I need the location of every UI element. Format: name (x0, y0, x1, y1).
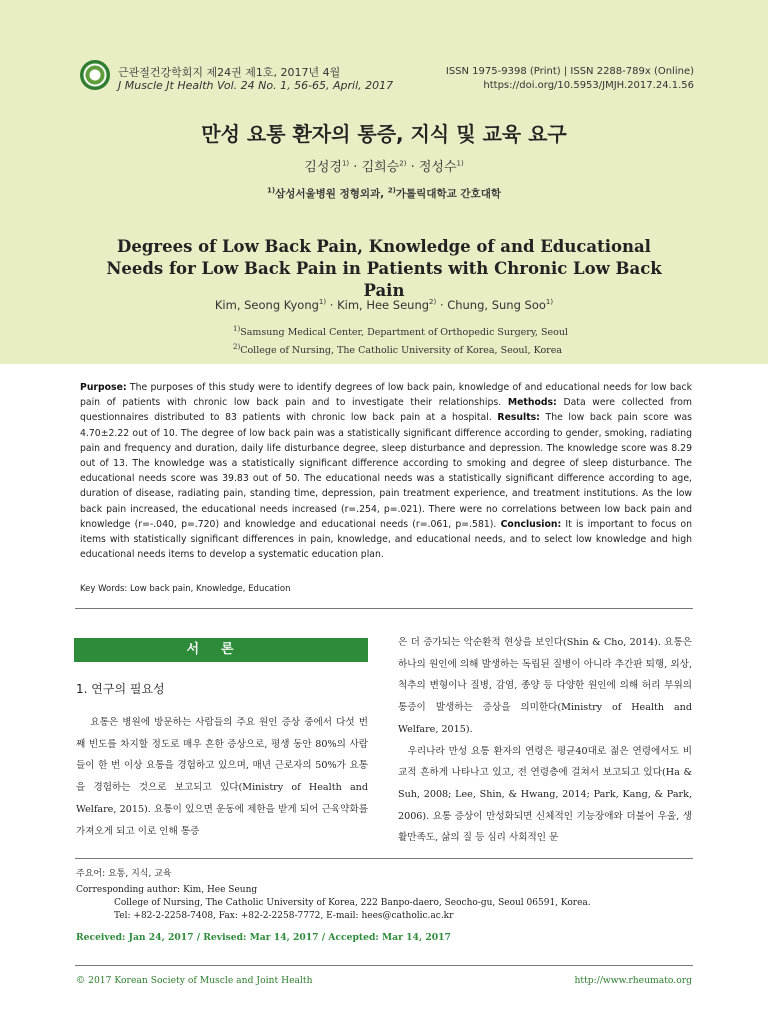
body-paragraph: 우리나라 만성 요통 환자의 연령은 평균40대로 젊은 연령에서도 비교적 흔하게 나타나고 있고, 전 연령층에 걸쳐서 보고되고 있다(Ha & Suh, 2008; Lee, Shin, & Hwang, 2014; Park, Kang, & Park, 2006). 요통 증상이 만성화되면 신체적인 기능장애와 더불어 우울, 생활만족도, 삶의 질 등 심리 사회적인 문 (398, 745, 692, 844)
body-column-right (398, 632, 692, 849)
author-name: Kim, Hee Seung (337, 298, 430, 312)
divider (75, 608, 693, 609)
affil-mark: 2) (399, 159, 407, 168)
abstract-conclusion: It is important to focus on items with statistically significant differences in pain, knowledge, and educational needs, and to select low knowledge and high educational needs items to develop a systematic education plan. (80, 518, 692, 561)
affil-mark: 2) (429, 298, 437, 307)
author-separator: · (349, 160, 362, 175)
author-name: 정성수 (418, 160, 457, 175)
footer-divider (75, 965, 693, 966)
author-separator: · (406, 160, 419, 175)
article-dates: Received: Jan 24, 2017 / Revised: Mar 14, 2017 / Accepted: Mar 14, 2017 (76, 932, 451, 943)
abstract-results-label: Results: (497, 412, 540, 424)
society-url[interactable]: http://www.rheumato.org (574, 975, 692, 986)
affiliation: College of Nursing, The Catholic University of Korea, Seoul, Korea (240, 345, 563, 357)
affil-mark: 1) (456, 159, 464, 168)
author-separator: · (436, 298, 448, 312)
body-paragraph: 요통은 병원에 방문하는 사람들의 주요 원인 증상 중에서 다섯 번째 빈도를 차지할 정도로 매우 흔한 증상으로, 평생 동안 80%의 사람들이 한 번 이상 요통을 경험하고 있으며, 매년 근로자의 50%가 요통을 경험하는 것으로 보고되고 있다(Ministry of Health and Welfare, 2015). 요통이 있으면 운동에 제한을 받게 되어 근육약화를 가져오게 되고 이로 인해 통증 (76, 717, 368, 837)
abstract-methods: Data were collected from questionnaires distributed to 83 patients with chronic low back pain at a hospital. (80, 397, 692, 424)
affil-mark: 1) (318, 298, 327, 307)
corresponding-label: Corresponding author: (76, 885, 181, 895)
corresponding-name: Kim, Hee Seung (180, 885, 258, 895)
section-heading: 서론 (74, 638, 368, 662)
affiliation: 가톨릭대학교 간호대학 (395, 188, 501, 200)
corresponding-address: College of Nursing, The Catholic University of Korea, 222 Banpo-daero, Seocho-gu, Seoul 06591, Korea. (114, 898, 591, 908)
journal-name-en: J Muscle Jt Health Vol. 24 No. 1, 56-65, April, 2017 (118, 79, 394, 92)
abstract-purpose: The purposes of this study were to identify degrees of low back pain, knowledge of and educational needs for low back pain of patients with chronic low back pain and to investigate their relationships. (80, 382, 692, 409)
key-words: Key Words: Low back pain, Knowledge, Education (80, 584, 291, 594)
journal-logo (80, 60, 110, 90)
abstract-methods-label: Methods: (507, 397, 557, 409)
author-name: Chung, Sung Soo (447, 298, 546, 312)
affiliation-line (233, 340, 568, 358)
affiliation: 삼성서울병원 정형외과, (275, 188, 388, 200)
title-en: Degrees of Low Back Pain, Knowledge of and Educational Needs for Low Back Pain in Patients with Chronic Low Back Pain (106, 237, 662, 300)
journal-name-kr: 근관절건강학회지 제24권 제1호, 2017년 4월 (118, 66, 341, 79)
title-kr: 만성 요통 환자의 통증, 지식 및 교육 요구 (201, 122, 567, 146)
subsection-heading: 1. 연구의 필요성 (76, 682, 165, 696)
body-column-left (76, 712, 368, 842)
issn: ISSN 1975-9398 (Print) | ISSN 2288-789x (Online) (445, 66, 694, 77)
footnote-divider (75, 858, 693, 859)
abstract-results: The low back pain score was 4.70±2.22 out of 10. The degree of low back pain was a statistically significant difference according to gender, smoking, radiating pain and frequency and duration, daily life disturbance degree, sleep disturbance and depression. The knowledge score was 8.29 out of 13. The knowledge was a statistically significant difference according to smoking and degree of sleep disturbance. The educational needs score was 39.83 out of 50. The educational needs was a statistically significant difference according to age, duration of disease, radiating pain, standing time, depression, pain treatment experience, and treatment institutions. As the low back pain increased, the educational needs increased (r=.254, p=.021). There were no correlations between low back pain and knowledge (r=-.040, p=.720) and knowledge and educational needs (r=.061, p=.581). (80, 412, 692, 530)
corresponding-contact: Tel: +82-2-2258-7408, Fax: +82-2-2258-7772, E-mail: hees@catholic.ac.kr (114, 911, 454, 921)
affil-mark: 1) (545, 298, 554, 307)
affiliations-en (233, 322, 568, 358)
affil-mark: 1) (267, 186, 276, 195)
abstract (80, 380, 692, 562)
author-separator: · (326, 298, 338, 312)
affiliation-line (233, 322, 568, 340)
body-paragraph: 은 더 증가되는 악순환적 현상을 보인다(Shin & Cho, 2014). 요통은 하나의 원인에 의해 발생하는 독립된 질병이 아니라 추간판 퇴행, 외상, 척추의 변형이나 질병, 감염, 종양 등 다양한 원인에 의해 허리 부위의 통증이 발생하는 증상을 의미한다(Ministry of Health and Welfare, 2015). (398, 637, 692, 735)
affil-mark: 2) (233, 343, 241, 352)
affil-mark: 2) (387, 186, 396, 195)
abstract-purpose-label: Purpose: (80, 382, 127, 393)
author-name: 김희승 (361, 160, 400, 175)
authors-kr (0, 156, 768, 175)
author-name: Kim, Seong Kyong (214, 298, 319, 312)
abstract-conclusion-label: Conclusion: (500, 518, 562, 530)
author-name: 김성경 (304, 160, 342, 175)
affiliations-kr (0, 186, 768, 201)
copyright: © 2017 Korean Society of Muscle and Joint Health (76, 975, 313, 986)
keywords-kr: 주요어: 요통, 지식, 교육 (76, 869, 172, 879)
affil-mark: 1) (233, 325, 241, 333)
corresponding-author (76, 885, 257, 895)
doi-link[interactable]: https://doi.org/10.5953/JMJH.2017.24.1.56 (483, 80, 694, 91)
authors-en (0, 298, 768, 312)
affil-mark: 1) (341, 159, 350, 168)
affiliation: Samsung Medical Center, Department of Orthopedic Surgery, Seoul (240, 327, 568, 339)
